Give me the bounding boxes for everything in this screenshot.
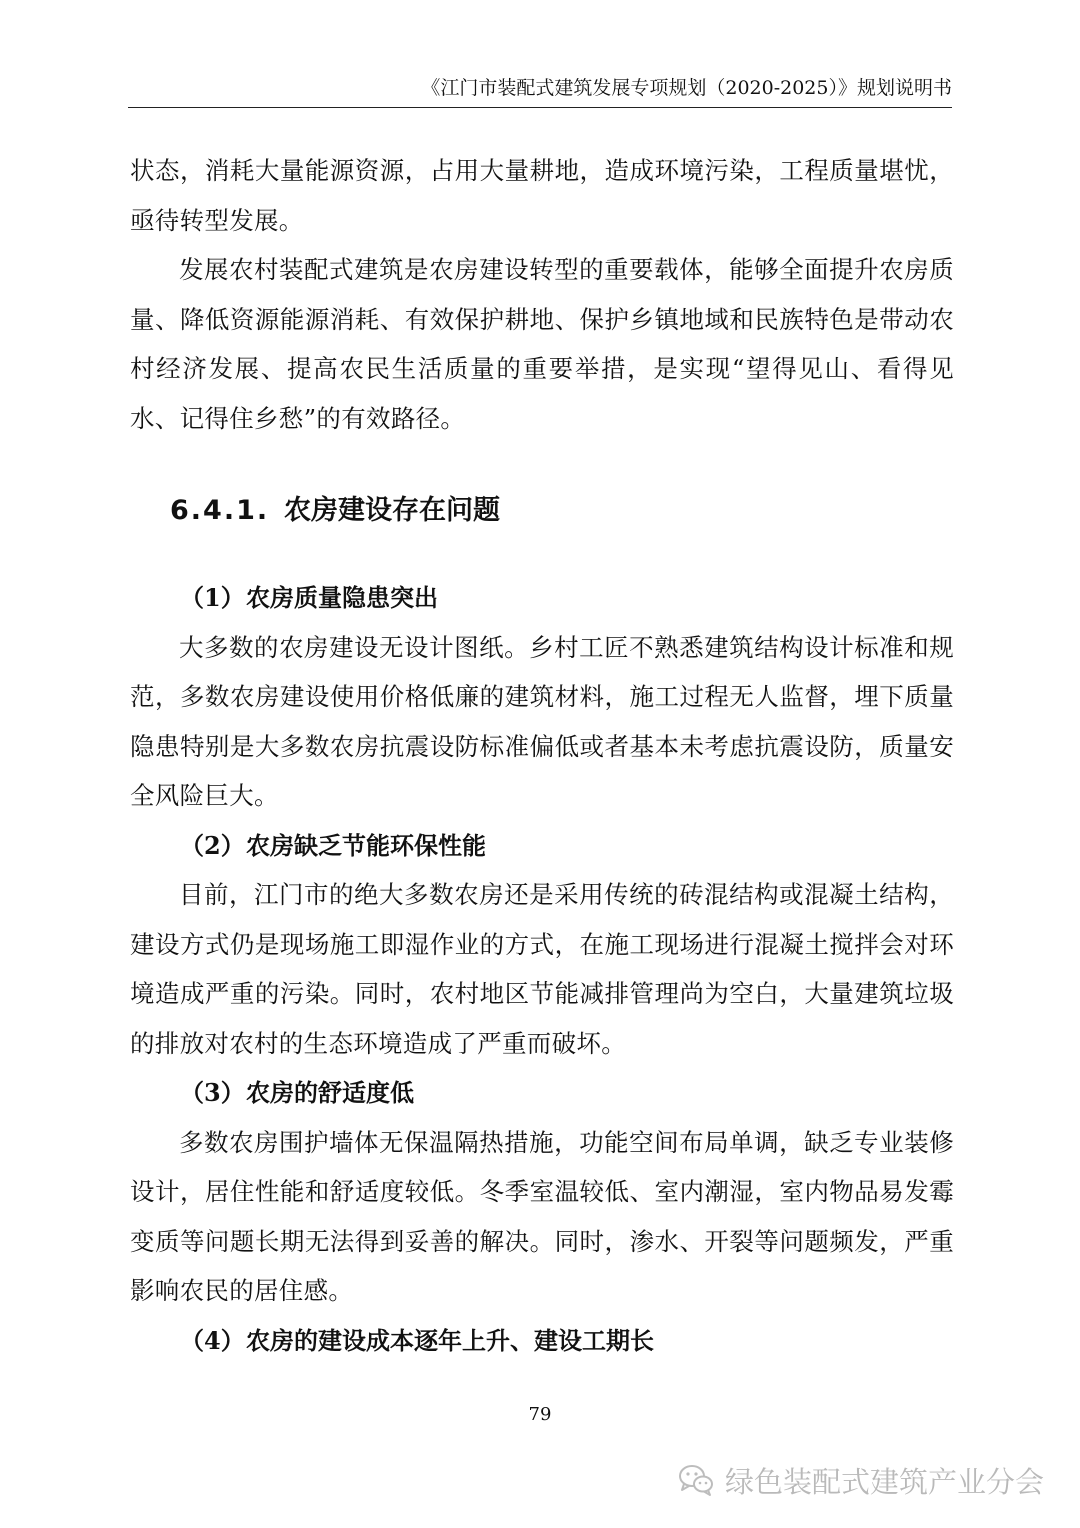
issue-body: 目前，江门市的绝大多数农房还是采用传统的砖混结构或混凝土结构，建设方式仍是现场施工即湿作业的方式，在施工现场进行混凝土搅拌会对环境造成严重的污染。同时，农村地区节能减排管理尚为空白，大量建筑垃圾的排放对农村的生态环境造成了严重而破坏。 — [130, 880, 954, 1058]
issue-body: 多数农房围护墙体无保温隔热措施，功能空间布局单调，缺乏专业装修设计，居住性能和舒适度较低。冬季室温较低、室内潮湿，室内物品易发霉变质等问题长期无法得到妥善的解决。同时，渗水、开裂等问题频发，严重影响农民的居住感。 — [130, 1127, 954, 1305]
wechat-icon — [677, 1463, 715, 1497]
issue-body: 大多数的农房建设无设计图纸。乡村工匠不熟悉建筑结构设计标准和规范，多数农房建设使用价格低廉的建筑材料，施工过程无人监督，埋下质量隐患特别是大多数农房抗震设防标准偏低或者基本未考虑抗震设防，质量安全风险巨大。 — [130, 632, 954, 810]
paragraph-rural-prefab: 发展农村装配式建筑是农房建设转型的重要载体，能够全面提升农房质量、降低资源能源消耗、有效保护耕地、保护乡镇地域和民族特色是带动农村经济发展、提高农民生活质量的重要举措，是实现“望得见山、看得见水、记得住乡愁”的有效路径。 — [130, 255, 954, 433]
issue-number: （1） — [180, 583, 245, 612]
paragraph-continuation: 状态，消耗大量能源资源，占用大量耕地，造成环境污染，工程质量堪忧，亟待转型发展。 — [130, 156, 954, 235]
section-number: 6.4.1. — [170, 495, 270, 526]
issue-number: （4） — [180, 1325, 245, 1355]
header-rule — [128, 107, 952, 108]
issue-title: 农房的舒适度低 — [246, 1078, 414, 1107]
section-heading — [170, 491, 954, 531]
issue-title: 农房质量隐患突出 — [246, 583, 438, 612]
issue-number: （2） — [180, 830, 245, 860]
issue-heading — [180, 573, 954, 623]
watermark-text: 绿色装配式建筑产业分会 — [724, 1464, 1044, 1499]
issue-title: 农房缺乏节能环保性能 — [246, 830, 486, 860]
page-content — [130, 146, 954, 1365]
issue-heading — [180, 821, 954, 871]
running-header: 《江门市装配式建筑发展专项规划（2020-2025）》规划说明书 — [421, 77, 952, 99]
watermark — [677, 1460, 1044, 1500]
issue-heading — [180, 1068, 954, 1118]
section-title: 农房建设存在问题 — [284, 495, 500, 526]
issue-heading — [180, 1316, 954, 1366]
page-number: 79 — [528, 1404, 552, 1425]
issue-number: （3） — [180, 1078, 245, 1107]
issue-title: 农房的建设成本逐年上升、建设工期长 — [246, 1325, 654, 1355]
